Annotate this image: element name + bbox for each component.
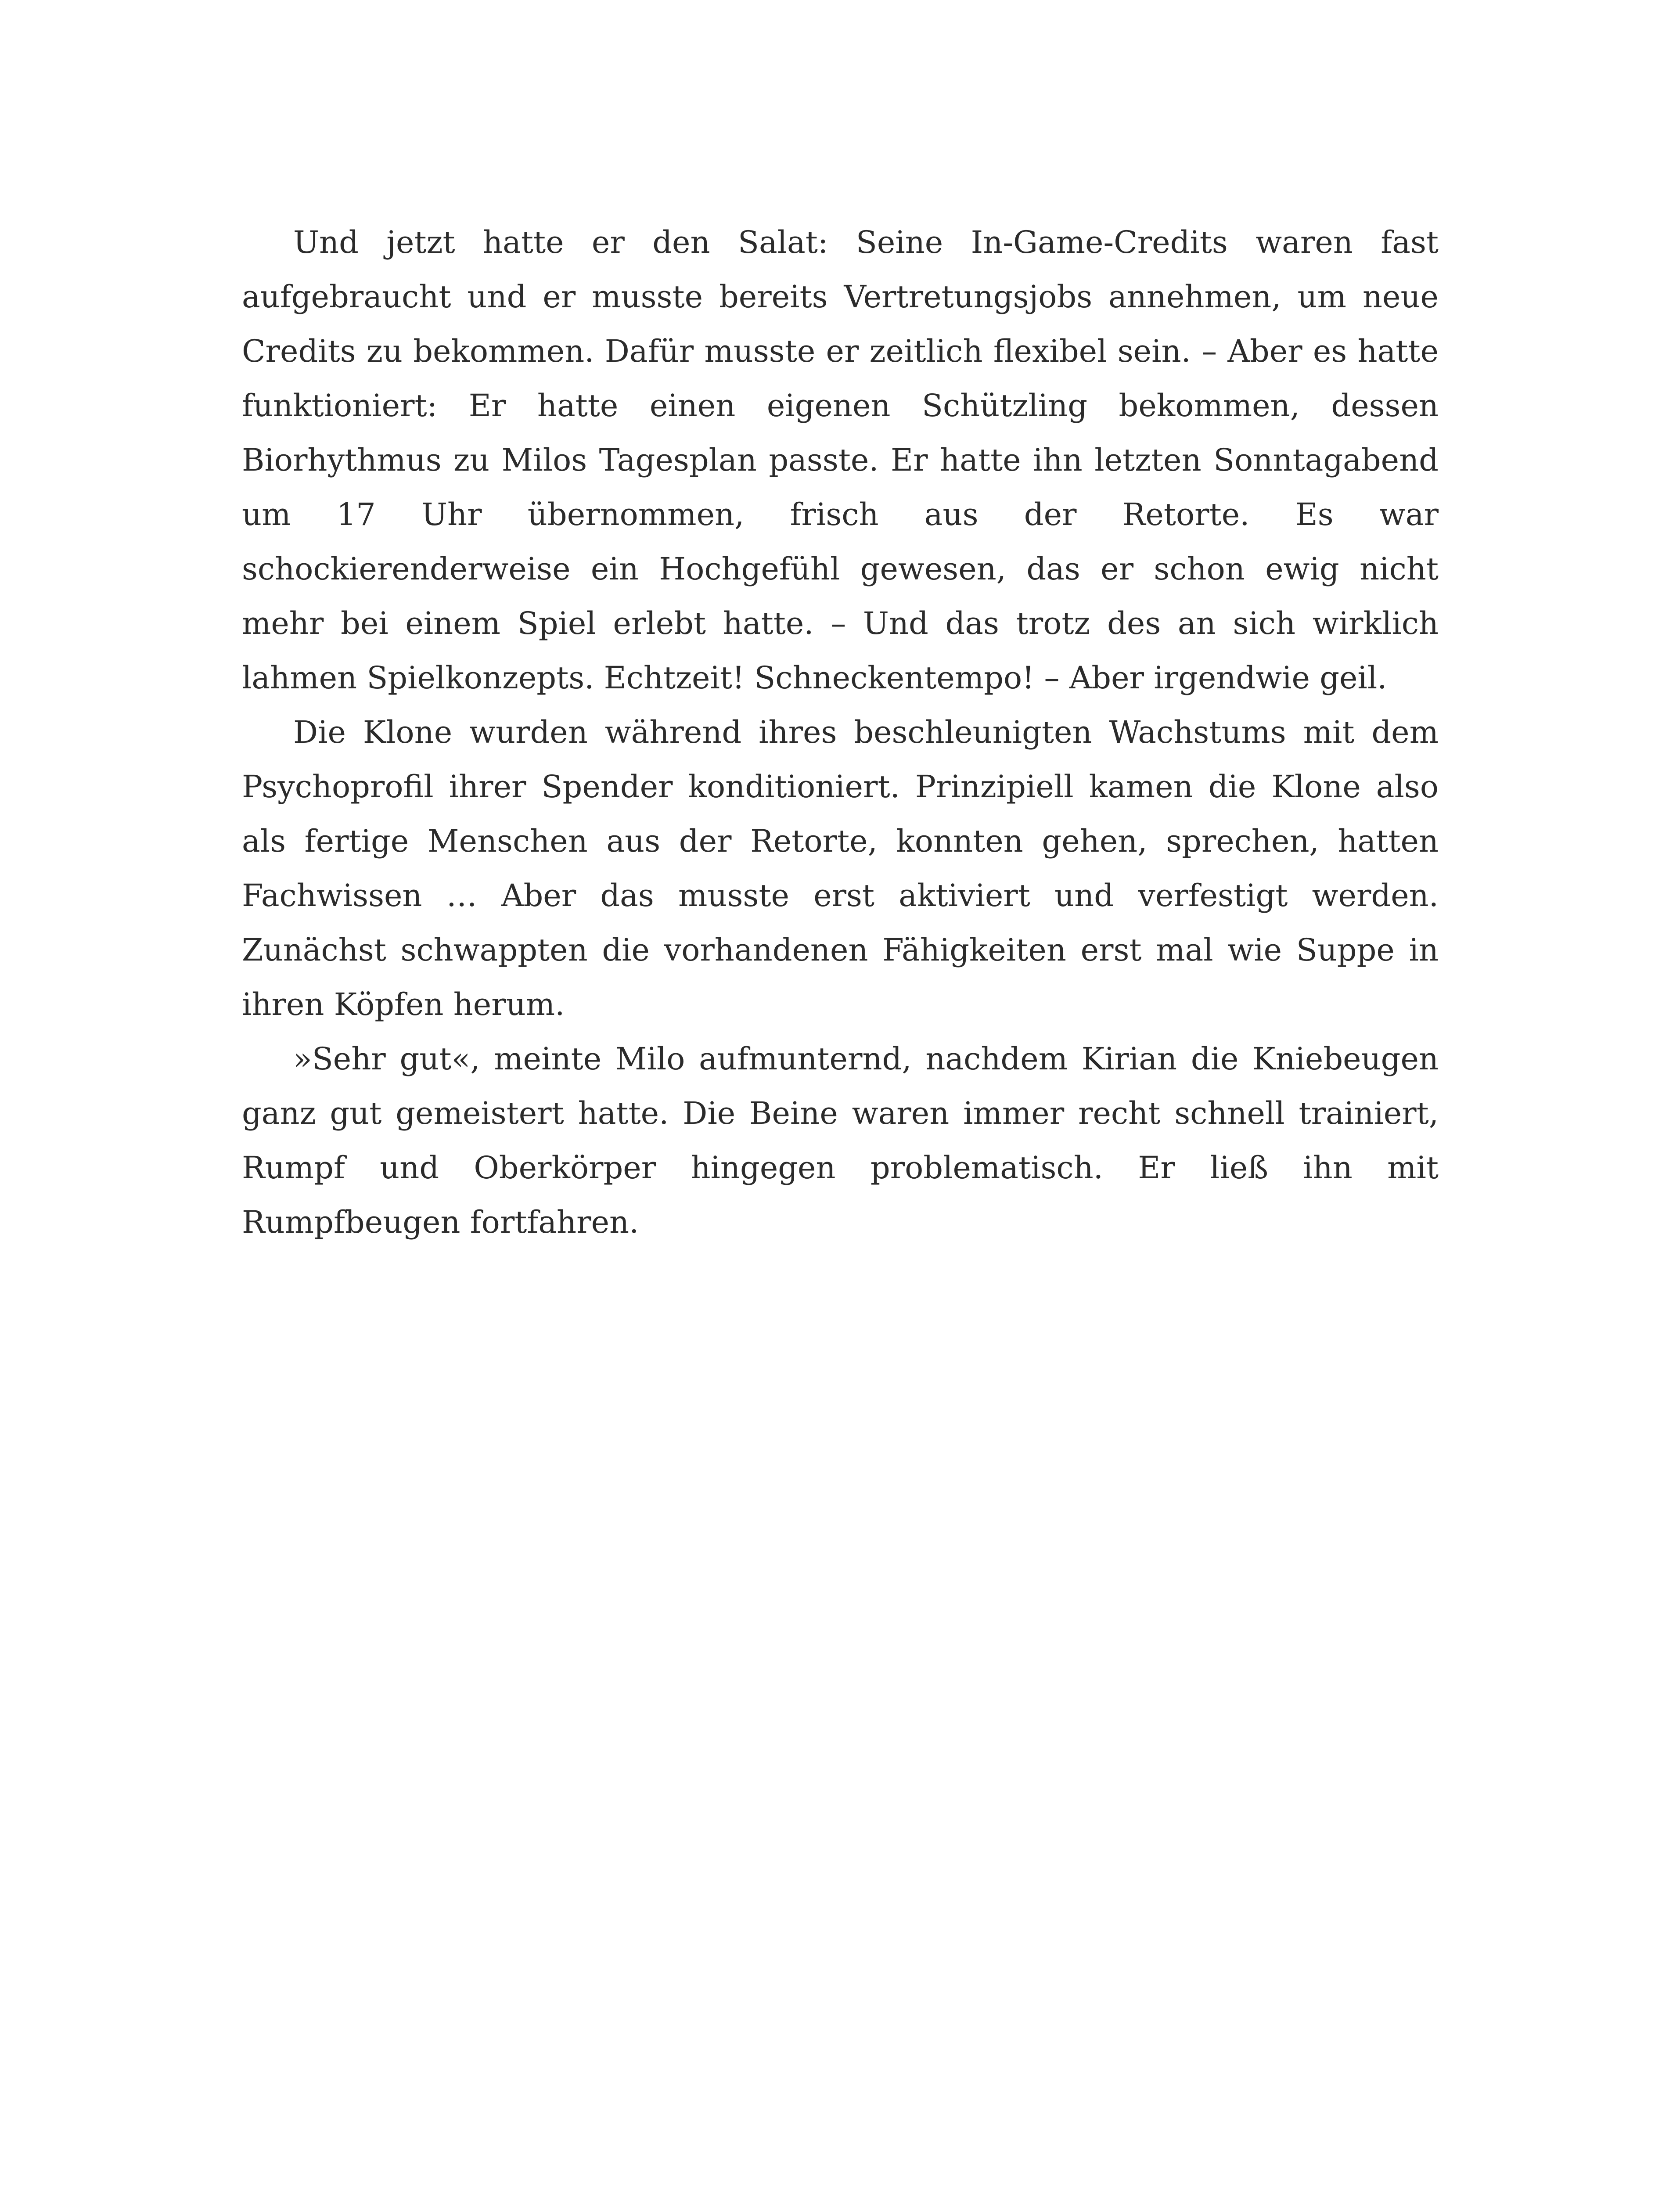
paragraph-2: Die Klone wurden während ihres beschleunigten Wachstums mit dem Psychoprofil ihrer Spender konditioniert. Prinzipiell kamen die Klone also als fertige Menschen aus der Retorte, konnten gehen, sprechen, hatten Fachwissen … Aber das musste erst aktiviert und verfestigt werden. Zunächst schwappten die vorhandenen Fähigkeiten erst mal wie Suppe in ihren Köpfen herum. xyxy=(242,714,1439,1022)
paragraph-1: Und jetzt hatte er den Salat: Seine In-Game-Credits waren fast aufgebraucht und er musste bereits Vertretungsjobs annehmen, um neue Credits zu bekommen. Dafür musste er zeitlich flexibel sein. – Aber es hatte funktioniert: Er hatte einen eigenen Schützling bekommen, dessen Biorhythmus zu Milos Tagesplan passte. Er hatte ihn letzten Sonntagabend um 17 Uhr übernommen, frisch aus der Retorte. Es war schockierenderweise ein Hochgefühl gewesen, das er schon ewig nicht mehr bei einem Spiel erlebt hatte. – Und das trotz des an sich wirklich lahmen Spielkonzepts. Echtzeit! Schneckentempo! – Aber irgendwie geil. xyxy=(242,224,1439,696)
paragraph-3: »Sehr gut«, meinte Milo aufmunternd, nachdem Kirian die Kniebeugen ganz gut gemeistert hatte. Die Beine waren immer recht schnell trainiert, Rumpf und Oberkörper hingegen problematisch. Er ließ ihn mit Rumpfbeugen fortfahren. xyxy=(242,1041,1439,1240)
body-text xyxy=(242,215,1439,1249)
